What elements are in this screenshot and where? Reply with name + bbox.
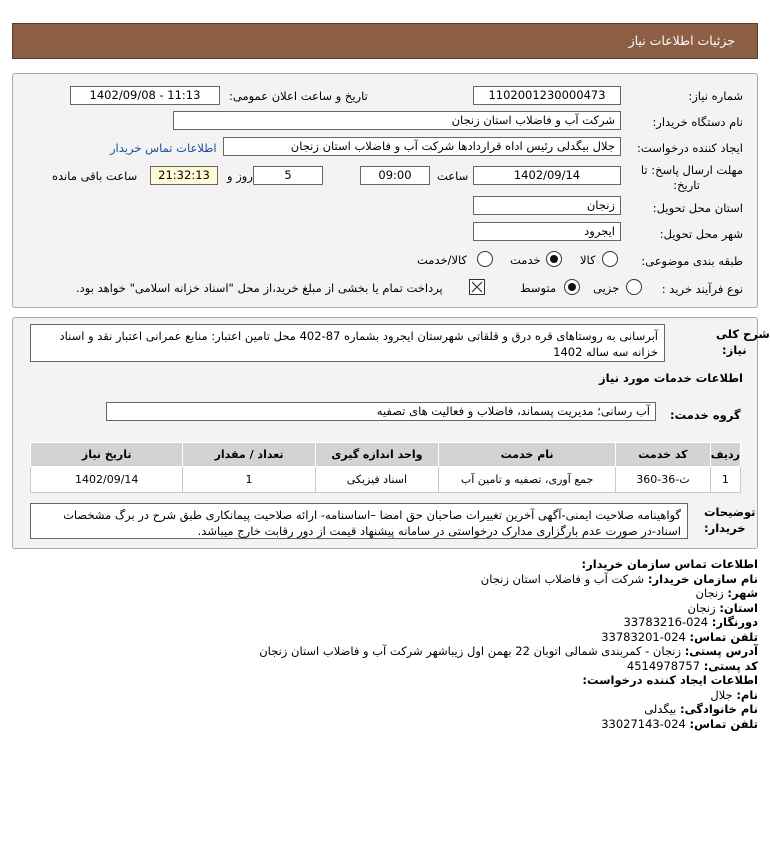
creator-phone-line: تلفن تماس: 024-33027143 bbox=[601, 716, 758, 731]
process-radio-minor[interactable] bbox=[626, 279, 642, 295]
city-field: ایجرود bbox=[473, 222, 621, 241]
contact-phone-line: تلفن تماس: 024-33783201 bbox=[601, 629, 758, 644]
col-unit: واحد اندازه گیری bbox=[315, 443, 438, 467]
city-label: شهر محل تحویل: bbox=[659, 227, 743, 241]
cell-service-name: جمع آوری، تصفیه و تامین آب bbox=[439, 467, 616, 493]
treasury-payment-checkbox[interactable] bbox=[469, 279, 485, 295]
table-header-row bbox=[31, 443, 741, 467]
category-radio-goods-service[interactable] bbox=[477, 251, 493, 267]
process-label: نوع فرآیند خرید : bbox=[661, 282, 743, 296]
remaining-label: ساعت باقی مانده bbox=[52, 169, 138, 183]
cell-service-code: ث-36-360 bbox=[616, 467, 711, 493]
page-title: جزئیات اطلاعات نیاز bbox=[628, 33, 735, 48]
buyer-contact-link[interactable]: اطلاعات تماس خریدار bbox=[110, 141, 217, 155]
deadline-date-field: 1402/09/14 bbox=[473, 166, 621, 185]
buyer-notes-text: گواهینامه صلاحیت ایمنی-آگهی آخرین تغییرات صاحبان حق امضا –اساسنامه- ارائه صلاحیت پیمانکاری طبق شرح در برگ مشخصات اسناد-در صورت عدم بارگزاری مدارک درخواستی در سامانه پیشنهاد قیمت از دور رقابت خارج میباشد. bbox=[30, 503, 688, 539]
summary-label: شرح کلی bbox=[716, 327, 770, 341]
contact-org-line: نام سازمان خریدار: شرکت آب و فاضلاب استان زنجان bbox=[480, 571, 758, 586]
page-header bbox=[12, 23, 758, 59]
col-row-number: ردیف bbox=[710, 443, 740, 467]
category-radio-goods[interactable] bbox=[602, 251, 618, 267]
service-group-label: گروه خدمت: bbox=[670, 408, 741, 422]
province-label: استان محل تحویل: bbox=[652, 201, 743, 215]
announce-datetime-field: 1402/09/08 - 11:13 bbox=[70, 86, 220, 105]
buyer-notes-label: توضیحات bbox=[704, 505, 756, 519]
summary-text: آبرسانی به روستاهای قره درق و قلقاتی شهرستان ایجرود بشماره 87-402 محل تامین اعتبار: منابع عمرانی اعتبار نقد و اسناد خزانه سه ساله 1402 bbox=[30, 324, 665, 362]
contact-title: اطلاعات تماس سازمان خریدار: bbox=[581, 557, 758, 571]
deadline-time-field: 09:00 bbox=[360, 166, 430, 185]
buyer-org-label: نام دستگاه خریدار: bbox=[652, 115, 743, 129]
category-radio-service[interactable] bbox=[546, 251, 562, 267]
process-radio-medium[interactable] bbox=[564, 279, 580, 295]
table-row bbox=[31, 467, 741, 493]
services-table bbox=[30, 442, 741, 493]
creator-title: اطلاعات ایجاد کننده درخواست: bbox=[582, 673, 758, 687]
buyer-org-field: شرکت آب و فاضلاب استان زنجان bbox=[173, 111, 621, 130]
process-option-medium: متوسط bbox=[520, 281, 557, 295]
need-number-field: 1102001230000473 bbox=[473, 86, 621, 105]
col-quantity: تعداد / مقدار bbox=[183, 443, 315, 467]
summary-label-2: نیاز: bbox=[722, 343, 747, 357]
col-service-name: نام خدمت bbox=[439, 443, 616, 467]
buyer-notes-label-2: خریدار: bbox=[704, 521, 746, 535]
deadline-label: مهلت ارسال پاسخ: تا bbox=[640, 163, 743, 177]
creator-first-name-line: نام: جلال bbox=[710, 687, 758, 702]
service-group-field: آب رسانی؛ مدیریت پسماند، فاضلاب و فعالیت های تصفیه bbox=[106, 402, 656, 421]
contact-address-line: آدرس پستی: زنجان - کمربندی شمالی اتوبان 22 بهمن اول زیباشهر شرکت آب و فاضلاب استان زنجان bbox=[259, 644, 758, 658]
category-label: طبقه بندی موضوعی: bbox=[641, 254, 743, 268]
need-number-label: شماره نیاز: bbox=[688, 89, 743, 103]
cross-icon bbox=[470, 280, 484, 294]
announce-label: تاریخ و ساعت اعلان عمومی: bbox=[229, 89, 368, 103]
remaining-time-field: 21:32:13 bbox=[150, 166, 218, 185]
category-option-goods: کالا bbox=[580, 253, 596, 267]
contact-fax-line: دورنگار: 024-33783216 bbox=[623, 615, 758, 629]
col-need-date: تاریخ نیاز bbox=[31, 443, 183, 467]
days-label: روز و bbox=[227, 169, 253, 183]
province-field: زنجان bbox=[473, 196, 621, 215]
contact-province-line: استان: زنجان bbox=[687, 600, 758, 615]
need-info-panel bbox=[12, 73, 758, 308]
process-option-minor: جزیی bbox=[593, 281, 620, 295]
services-section-title: اطلاعات خدمات مورد نیاز bbox=[599, 371, 743, 385]
cell-row-number: 1 bbox=[710, 467, 740, 493]
creator-last-name-line: نام خانوادگی: بیگدلی bbox=[644, 702, 758, 716]
payment-note: پرداخت تمام یا بخشی از مبلغ خرید،از محل "اسناد خزانه اسلامی" خواهد بود. bbox=[76, 281, 443, 295]
deadline-time-label: ساعت bbox=[437, 169, 469, 183]
col-service-code: کد خدمت bbox=[616, 443, 711, 467]
cell-unit: اسناد فیزیکی bbox=[315, 467, 438, 493]
deadline-date-label: تاریخ: bbox=[673, 178, 700, 192]
requester-field: جلال بیگدلی رئیس اداه قراردادها شرکت آب و فاضلاب استان زنجان bbox=[223, 137, 621, 156]
requester-label: ایجاد کننده درخواست: bbox=[637, 141, 743, 155]
cell-need-date: 1402/09/14 bbox=[31, 467, 183, 493]
days-remaining-field: 5 bbox=[253, 166, 323, 185]
cell-quantity: 1 bbox=[183, 467, 315, 493]
contact-postal-line: کد پستی: 4514978757 bbox=[626, 658, 758, 673]
contact-section bbox=[18, 557, 758, 731]
category-option-service: خدمت bbox=[510, 253, 541, 267]
category-option-goods-service: کالا/خدمت bbox=[417, 253, 468, 267]
contact-city-line: شهر: زنجان bbox=[695, 586, 758, 600]
